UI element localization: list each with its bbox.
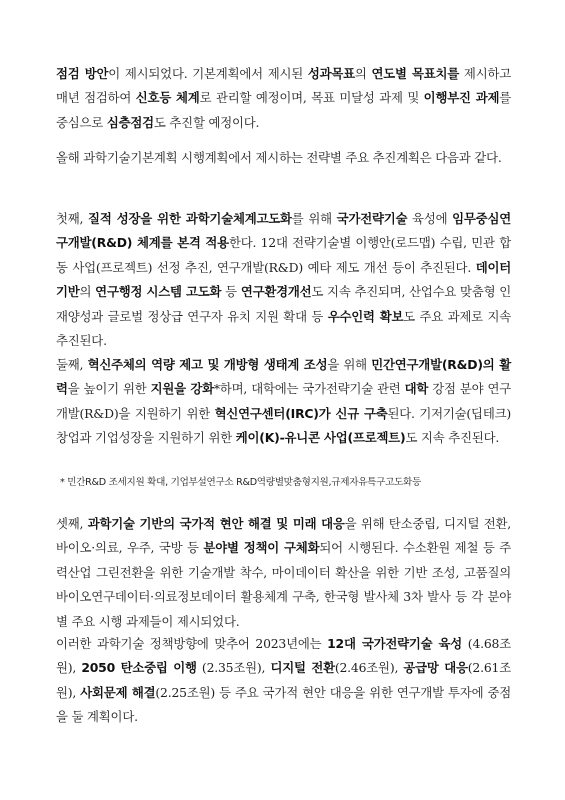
body-text: 도 지속 추진된다. xyxy=(405,430,500,446)
emphasis-text: 과학기술 기반의 국가적 현안 해결 및 미래 대응 xyxy=(87,516,345,531)
emphasis-text: 연구환경개선 xyxy=(240,284,312,300)
emphasis-text: 민간연구개발(R&D)의 활력 xyxy=(56,357,511,397)
body-text: 도 추진할 예정이다. xyxy=(153,114,260,130)
emphasis-text: 대학 xyxy=(404,381,429,397)
emphasis-text: 질적 성장을 위한 과학기술체계고도화 xyxy=(88,211,292,226)
body-text: 를 위해 xyxy=(291,211,337,226)
paragraph-intro xyxy=(56,146,511,170)
body-text: 육성에 xyxy=(407,211,453,226)
body-text: 둘째, xyxy=(56,357,88,372)
paragraph-third-strategy xyxy=(56,512,511,634)
emphasis-text: 혁신주체의 역량 제고 및 개방형 생태계 조성 xyxy=(87,357,328,372)
emphasis-text: 심층점검 xyxy=(106,114,154,130)
body-text: 된다. 기저기술(딥테크) 창업과 기업성장을 지원하기 위한 xyxy=(56,405,511,446)
emphasis-text: 신호등 체계 xyxy=(135,90,200,106)
body-text: 로 관리할 예정이며, 목표 미달성 과제 및 xyxy=(199,90,424,106)
body-text: (2.35조원), xyxy=(196,660,271,676)
body-text: 의 xyxy=(79,284,96,300)
emphasis-text: 12대 국가전략기술 육성 xyxy=(327,636,463,651)
emphasis-text: 데이터기반 xyxy=(56,259,511,300)
body-text: 를 중심으로 xyxy=(56,90,512,130)
emphasis-text: 성과목표 xyxy=(307,66,355,81)
emphasis-text: 사회문제 해결 xyxy=(80,684,156,700)
body-text: 한다. 12대 전략기술별 이행안(로드맵) 수립, 민관 합동 사업(프로젝트) 선정 추진, 연구개발(R&D) 예타 제도 개선 등이 추진된다. xyxy=(56,235,511,275)
emphasis-text: 우수인력 확보 xyxy=(327,308,404,324)
body-text: 올해 과학기술기본계획 시행계획에서 제시하는 전략별 주요 추진계획은 다음과 같다. xyxy=(56,150,502,165)
paragraph-first-strategy xyxy=(56,207,511,353)
emphasis-text: 이행부진 과제 xyxy=(423,90,500,106)
body-text: 첫째, xyxy=(56,211,89,226)
body-text: 도 주요 과제로 지속 추진된다. xyxy=(56,308,512,349)
body-text: 이 제시되었다. 기본계획에서 제시된 xyxy=(108,66,308,81)
body-text: 을 위해 탄소중립, 디지털 전환, 바이오·의료, 우주, 국방 등 xyxy=(56,516,511,556)
emphasis-text: 공급망 대응 xyxy=(403,660,468,676)
emphasis-text: 연도별 목표치를 xyxy=(371,66,460,81)
body-text: 강점 분야 연구개발(R&D)을 지원하기 위한 xyxy=(56,381,511,421)
body-text: 도 지속 추진되며, 산업수요 맞춤형 인재양성과 글로벌 정상급 연구자 유치 지원 확대 등 xyxy=(56,284,511,324)
emphasis-text: 국가전략기술 xyxy=(336,211,408,226)
emphasis-text: 분야별 정책이 구체화 xyxy=(203,540,320,556)
emphasis-text: 2050 탄소중립 이행 xyxy=(81,660,197,676)
body-text: *하며, 대학에는 국가전략기술 관련 xyxy=(213,381,405,397)
body-text: (4.68조원), xyxy=(56,636,511,676)
footnote: * 민간R&D 조세지원 확대, 기업부설연구소 R&D역량별맞춤형지원,규제자유특구고도화등 xyxy=(60,477,421,488)
body-text: 이러한 과학기술 정책방향에 맞추어 2023년에는 xyxy=(56,636,328,651)
emphasis-text: 혁신연구센터(IRC)가 신규 구축 xyxy=(214,405,388,421)
emphasis-text: 임무중심연구개발(R&D) 체계를 본격 적용 xyxy=(56,211,511,251)
paragraph-evaluation-plan xyxy=(56,62,511,135)
emphasis-text: 점검 방안 xyxy=(56,66,109,81)
body-text: 을 높이기 위한 xyxy=(67,381,151,397)
body-text: (2.61조원), xyxy=(56,660,511,700)
emphasis-text: 연구행정 시스템 고도화 xyxy=(95,284,222,300)
paragraph-second-strategy xyxy=(56,353,511,451)
body-text: 을 위해 xyxy=(327,357,372,372)
body-text: 셋째, xyxy=(56,516,88,531)
body-text: 의 xyxy=(354,66,372,81)
emphasis-text: 케이(K)-유니콘 사업(프로젝트) xyxy=(235,430,406,446)
emphasis-text: 지원을 강화 xyxy=(150,381,214,397)
paragraph-budget-plan xyxy=(56,632,511,730)
body-text: 등 xyxy=(221,284,241,300)
body-text: (2.46조원), xyxy=(334,660,404,676)
body-text: (2.25조원) 등 주요 국가적 현안 대응을 위한 연구개발 투자에 중점을 둘 계획이다. xyxy=(56,684,511,725)
body-text: 되어 시행된다. 수소환원 제철 등 주력산업 그린전환을 위한 기술개발 착수, 마이데이터 확산을 위한 기반 조성, 고품질의 바이오연구데이터·의료정보데이터 활용체계 구축, 한국형 발사체 3차 발사 등 각 분야별 주요 시행 과제들이 제시되었다. xyxy=(56,540,512,629)
emphasis-text: 디지털 전환 xyxy=(270,660,335,676)
body-text: 제시하고 매년 점검하여 xyxy=(56,66,512,106)
